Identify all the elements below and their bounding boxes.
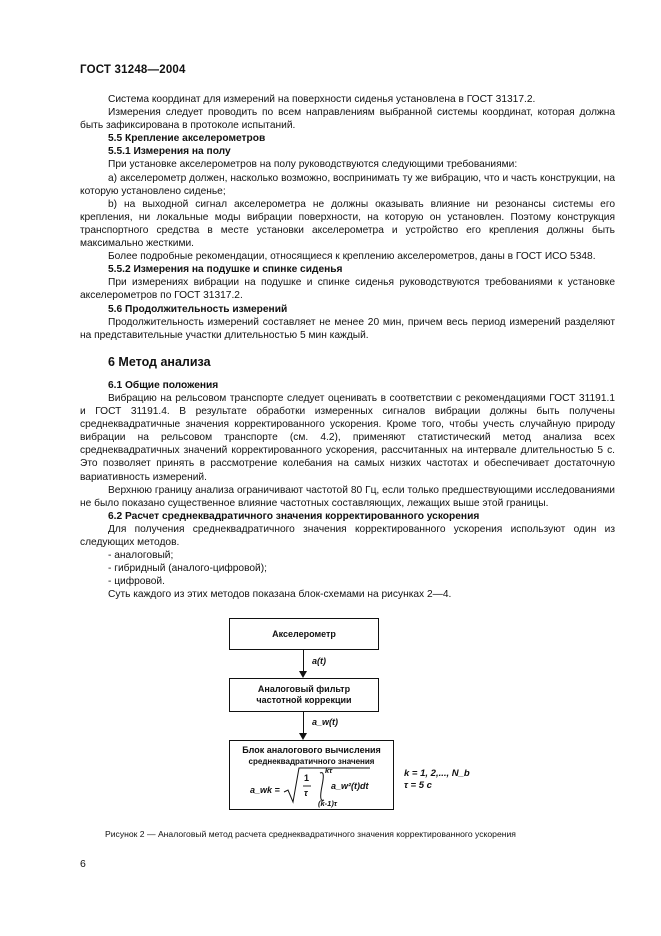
page-number: 6 bbox=[80, 858, 86, 870]
paragraph: Более подробные рекомендации, относящиеся к креплению акселерометров, даны в ГОСТ ИСО 5348. bbox=[108, 251, 596, 263]
formula-integrand: a_w²(t)dt bbox=[331, 781, 369, 791]
paragraph: Суть каждого из этих методов показана блок-схемами на рисунках 2—4. bbox=[108, 589, 452, 601]
signal-label-aw: a_w(t) bbox=[312, 717, 339, 727]
parameter-k: k = 1, 2,..., N_b bbox=[404, 768, 470, 779]
formula-upper-limit: kτ bbox=[325, 766, 333, 775]
paragraph: Верхнюю границу анализа ограничивают частотой 80 Гц, если только предшествующими исследованиями не было показано существенное влияние частотных составляющих, лежащих выше этой границы. bbox=[80, 484, 615, 509]
parameter-tau: τ = 5 с bbox=[404, 780, 432, 791]
rms-block-label-line2: среднеквадратичного значения bbox=[248, 757, 375, 766]
list-item: - гибридный (аналого-цифровой); bbox=[108, 563, 267, 575]
filter-block bbox=[229, 678, 379, 712]
arrow-head bbox=[299, 733, 307, 740]
parameter-list bbox=[404, 768, 470, 792]
accelerometer-label: Акселерометр bbox=[272, 628, 336, 639]
list-item: - цифровой. bbox=[108, 576, 165, 588]
paragraph: Для получения среднеквадратичного значения корректированного ускорения используют один из следующих методов. bbox=[80, 523, 615, 548]
figure-block-diagram bbox=[0, 618, 661, 818]
paragraph: Измерения следует проводить по всем направлениям выбранной системы координат, которая должна быть зафиксирована в протоколе испытаний. bbox=[80, 107, 615, 132]
arrow-head bbox=[299, 671, 307, 678]
section-heading-5-5: 5.5 Крепление акселерометров bbox=[108, 133, 266, 145]
list-item: - аналоговый; bbox=[108, 550, 174, 562]
section-heading-5-5-2: 5.5.2 Измерения на подушке и спинке сиденья bbox=[108, 264, 343, 276]
paragraph: Вибрацию на рельсовом транспорте следует оценивать в соответствии с рекомендациями ГОСТ 31191.1 и ГОСТ 31191.4. В результате обработки измеренных сигналов вибрации должны быть получены среднеквадратичные значения корректированного ускорения. Кроме того, чтобы учесть случайную природу вибрации на рельсовом транспорте (см. 4.2), применяют статистический метод анализа всех среднеквадратичных значений корректированного ускорения, рассчитанных на интервале длительностью 5 с. Это позволяет принять в рассмотрение колебания на самых низких частотах и обеспечивает достаточную вариативность измерений. bbox=[80, 392, 615, 483]
document-header: ГОСТ 31248—2004 bbox=[80, 64, 186, 76]
formula-fraction-numerator: 1 bbox=[304, 773, 310, 783]
formula-lower-limit: (k-1)τ bbox=[318, 799, 337, 808]
paragraph: Продолжительность измерений составляет не менее 20 мин, причем весь период измерений разделяют на представительные участки длительностью 5 мин каждый. bbox=[80, 316, 615, 341]
signal-label-a: a(t) bbox=[312, 656, 326, 666]
document-body bbox=[80, 93, 615, 601]
paragraph: При измерениях вибрации на подушке и спинке сиденья руководствуются требованиями к установке акселерометров по ГОСТ 31317.2. bbox=[80, 277, 615, 302]
paragraph-item-b: b) на выходной сигнал акселерометра не должны оказывать влияние ни резонансы системы его крепления, ни локальные моды вибрации поверхности, на которую он установлен. Поэтому конструкция транспортного средства в месте установки акселерометра и устройство его крепления должны быть максимально жесткими. bbox=[80, 198, 615, 250]
formula-fraction-denominator: τ bbox=[304, 788, 308, 798]
rms-block-label-line1: Блок аналогового вычисления bbox=[242, 745, 381, 755]
section-heading-6-2: 6.2 Расчет среднеквадратичного значения корректированного ускорения bbox=[108, 510, 480, 522]
accelerometer-block bbox=[229, 618, 379, 650]
section-heading-5-5-1: 5.5.1 Измерения на полу bbox=[108, 146, 231, 158]
paragraph-item-a: а) акселерометр должен, насколько возможно, воспринимать ту же вибрацию, что и часть конструкции, на которую установлено сиденье; bbox=[80, 172, 615, 197]
filter-label-line2: частотной коррекции bbox=[256, 695, 352, 705]
paragraph: При установке акселерометров на полу руководствуются следующими требованиями: bbox=[108, 159, 518, 171]
formula-lhs: a_wk = bbox=[250, 785, 280, 795]
filter-label-line1: Аналоговый фильтр bbox=[257, 684, 351, 694]
paragraph: Система координат для измерений на поверхности сиденья установлена в ГОСТ 31317.2. bbox=[108, 94, 536, 105]
section-heading-5-6: 5.6 Продолжительность измерений bbox=[108, 303, 288, 315]
figure-caption: Рисунок 2 — Аналоговый метод расчета среднеквадратичного значения корректированного ускорения bbox=[105, 829, 516, 839]
section-heading-6: 6 Метод анализа bbox=[108, 354, 211, 369]
section-heading-6-1: 6.1 Общие положения bbox=[108, 379, 219, 391]
